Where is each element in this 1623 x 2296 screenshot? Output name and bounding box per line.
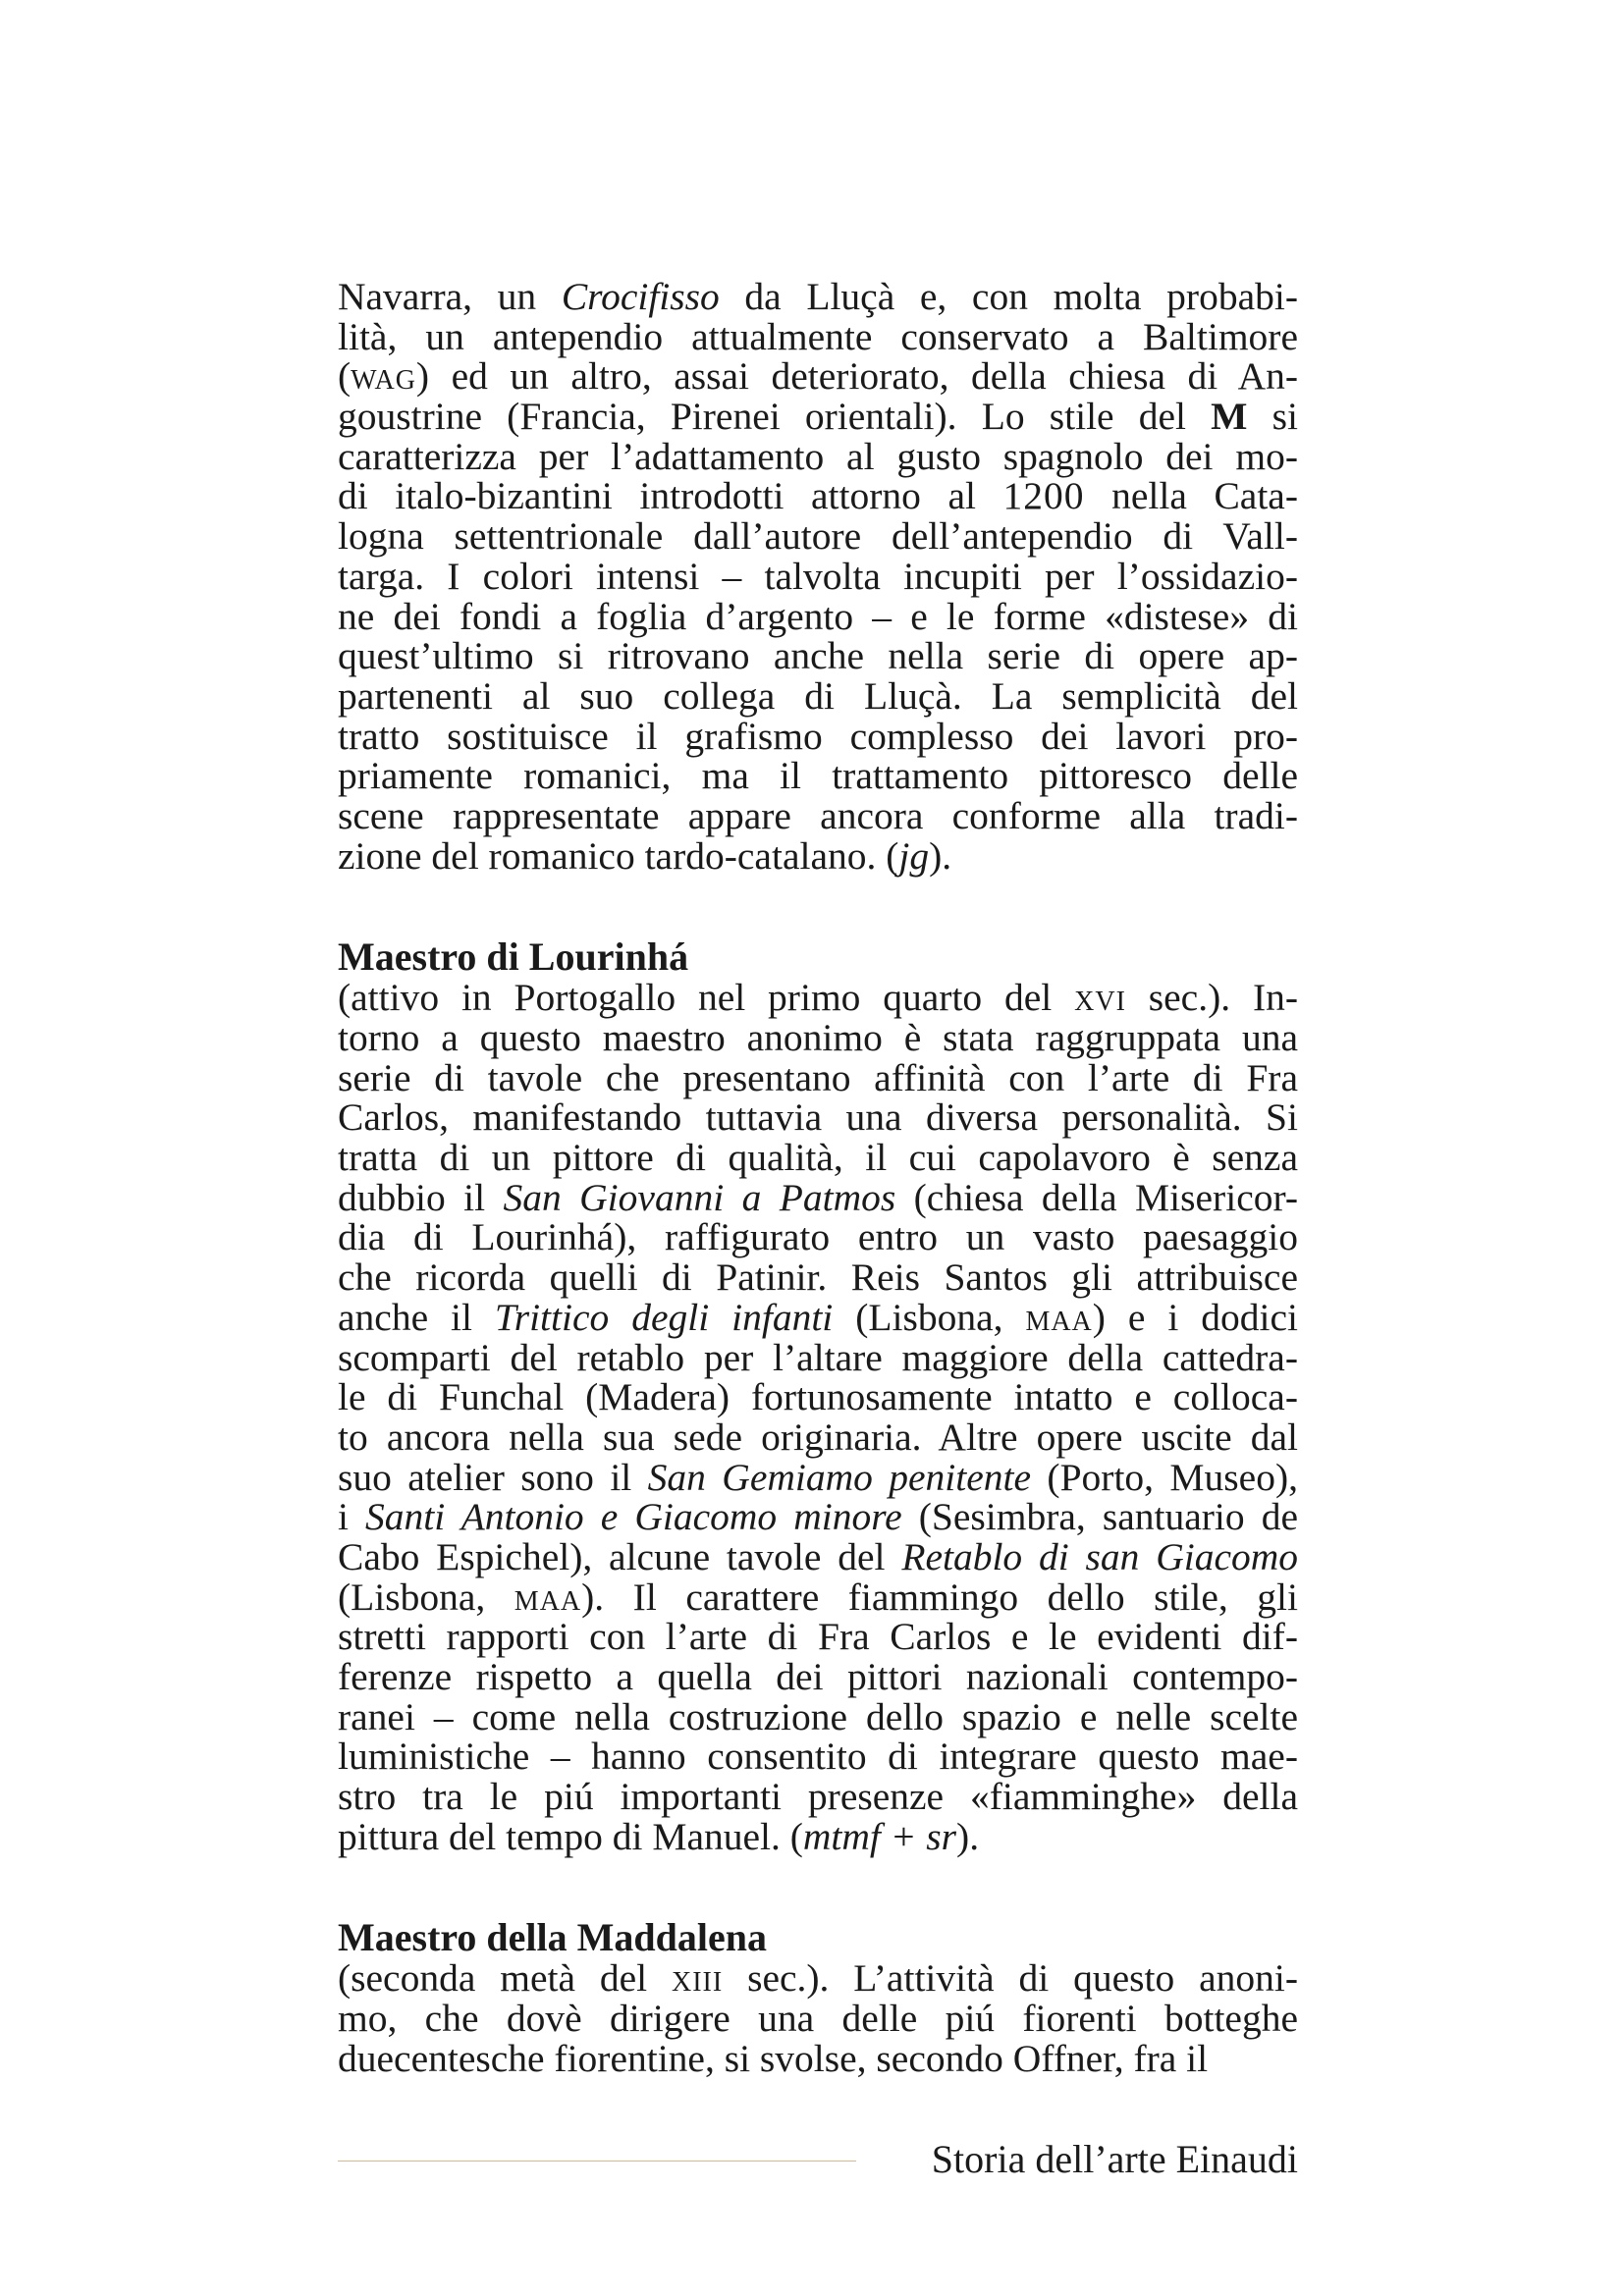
text-run: zione del romanico tardo-catalano. ( (338, 833, 899, 878)
text-run: tratta di un pittore di qualità, il cui capolavoro è senza (338, 1136, 1298, 1180)
text-run: (Lisbona, (833, 1295, 1026, 1339)
text-run: sec.). In- (1125, 976, 1299, 1020)
text-run: ). Il carattere fiammingo dello stile, gli (581, 1575, 1298, 1619)
entry-title: Maestro della Maddalena (338, 1915, 768, 1960)
text-line (338, 673, 1298, 718)
text-run: partenenti al suo collega di Lluçà. La semplicità del (338, 673, 1298, 718)
text-line (338, 1055, 1298, 1099)
text-run: xvi (1074, 976, 1126, 1020)
text-line (338, 1617, 1298, 1657)
text-line (338, 1657, 1298, 1697)
text-run: lità, un antependio attualmente conservato a Baltimore (338, 314, 1298, 358)
text-run: mtmf + sr (802, 1814, 957, 1858)
text-run: Crocifisso (561, 275, 720, 318)
text-line (338, 1295, 1298, 1339)
text-run: stretti rapporti con l’arte di Fra Carlos e le evidenti dif- (338, 1615, 1298, 1659)
text-run: scomparti del retablo per l’altare maggiore della cattedra- (338, 1335, 1298, 1379)
text-run: quest’ultimo si ritrovano anche nella serie di opere ap- (338, 634, 1298, 678)
text-run: Navarra, un (338, 275, 562, 318)
text-run: xiii (672, 1956, 724, 2001)
text-run: sec.). L’attività di questo anoni- (723, 1956, 1298, 2001)
text-run: dubbio il (338, 1175, 504, 1219)
text-line (338, 1694, 1298, 1738)
page-body (338, 277, 1298, 2079)
text-run: to ancora nella sua sede originaria. Altre opere uscite dal (338, 1415, 1298, 1459)
text-line (338, 978, 1298, 1018)
text-run: 1200 (1002, 474, 1085, 518)
text-line (338, 1417, 1298, 1458)
text-run: serie di tavole che presentano affinità con l’arte di Fra (338, 1055, 1298, 1099)
text-line (338, 1377, 1298, 1417)
text-line (338, 277, 1298, 317)
text-line (338, 1217, 1298, 1257)
text-run: Retablo di san Giacomo (901, 1534, 1299, 1578)
footer-title: Storia dell’arte Einaudi (931, 2137, 1298, 2181)
text-run: ). (929, 833, 952, 878)
text-line (338, 516, 1298, 557)
text-run: scene rappresentate appare ancora conforme alla tradi- (338, 793, 1298, 837)
text-run: mo, che dovè dirigere una delle piú fiorenti botteghe (338, 1997, 1298, 2041)
entry-body (338, 978, 1298, 1856)
text-line (338, 314, 1298, 358)
text-run: maa (514, 1575, 582, 1619)
text-run: (Porto, Museo), (1031, 1455, 1298, 1499)
text-run: Carlos, manifestando tuttavia una diversa personalità. Si (338, 1095, 1298, 1140)
footer-rule (338, 2161, 856, 2162)
text-line (338, 1497, 1298, 1537)
text-line (338, 397, 1298, 437)
text-run: wag (351, 354, 416, 399)
text-run: suo atelier sono il (338, 1455, 648, 1499)
text-line (338, 1455, 1298, 1499)
text-run: anche il (338, 1295, 495, 1339)
text-run: ranei – come nella costruzione dello spazio e nelle scelte (338, 1694, 1298, 1738)
text-line (338, 476, 1298, 516)
text-run: (chiesa della Misericor- (895, 1175, 1298, 1219)
text-run: targa. I colori intensi – talvolta incupiti per l’ossidazio- (338, 554, 1298, 598)
text-line (338, 1534, 1299, 1578)
text-run: dia di Lourinhá), raffigurato entro un vasto paesaggio (338, 1215, 1298, 1259)
text-line (338, 434, 1298, 478)
text-run: tratto sostituisce il grafismo complesso dei lavori pro- (338, 714, 1298, 758)
text-run: logna settentrionale dall’autore dell’antependio di Vall- (338, 514, 1298, 559)
text-run: ferenze rispetto a quella dei pittori nazionali contempo- (338, 1655, 1298, 1698)
text-line (338, 554, 1298, 598)
text-line (338, 793, 1298, 837)
text-run: duecentesche fiorentine, si svolse, secondo Offner, fra il (338, 2036, 1209, 2080)
text-line (338, 1814, 1298, 1858)
text-run: jg (898, 833, 930, 878)
text-line (338, 2036, 1298, 2080)
text-run: (attivo in Portogallo nel primo quarto del (338, 976, 1075, 1020)
text-line (338, 1175, 1298, 1219)
text-run: di italo-bizantini introdotti attorno al (338, 474, 1003, 518)
text-run: Trittico degli infanti (494, 1295, 834, 1339)
text-run: goustrine (Francia, Pirenei orientali). Lo stile del (338, 395, 1212, 439)
text-run: ne dei fondi a foglia d’argento – e le forme «distese» di (338, 594, 1298, 638)
page-footer (338, 2135, 1298, 2184)
text-run: stro tra le piú importanti presenze «fiamminghe» della (338, 1775, 1298, 1819)
text-run: luministiche – hanno consentito di integrare questo mae- (338, 1735, 1298, 1779)
text-run: maa (1025, 1295, 1093, 1339)
text-run: caratterizza per l’adattamento al gusto spagnolo dei mo- (338, 434, 1298, 478)
text-line (338, 833, 1298, 878)
text-run: ). (956, 1814, 980, 1858)
text-run: priamente romanici, ma il trattamento pittoresco delle (338, 754, 1298, 798)
text-run: M (1211, 395, 1248, 439)
text-run: Cabo Espichel), alcune tavole del (338, 1534, 902, 1578)
text-line (338, 356, 1298, 397)
entry-continuation (338, 277, 1298, 876)
text-run: Santi Antonio e Giacomo minore (365, 1495, 902, 1539)
text-run: ) ed un altro, assai deteriorato, della chiesa di An- (415, 354, 1298, 399)
text-line (338, 594, 1298, 638)
entry-title: Maestro di Lourinhá (338, 934, 689, 980)
text-line (338, 1018, 1298, 1058)
text-line (338, 1736, 1298, 1777)
text-run: pittura del tempo di Manuel. ( (338, 1814, 803, 1858)
text-line (338, 1097, 1298, 1138)
text-run: San Giovanni a Patmos (503, 1175, 896, 1219)
text-line (338, 1335, 1298, 1379)
text-line (338, 636, 1298, 676)
text-run: (Sesimbra, santuario de (901, 1495, 1298, 1539)
text-line (338, 1777, 1298, 1817)
text-run: che ricorda quelli di Patinir. Reis Santos gli attribuisce (338, 1255, 1298, 1300)
text-run: San Gemiamo penitente (647, 1455, 1032, 1499)
text-run: nella Cata- (1084, 474, 1298, 518)
text-line (338, 1257, 1298, 1298)
text-line (338, 1958, 1298, 1999)
entry-body (338, 1958, 1298, 2078)
text-run: ) e i dodici (1092, 1295, 1298, 1339)
text-run: (seconda metà del (338, 1956, 672, 2001)
text-line (338, 1577, 1298, 1618)
text-line (338, 1138, 1298, 1178)
text-run: (Lisbona, (338, 1575, 514, 1619)
text-run: le di Funchal (Madera) fortunosamente intatto e colloca- (338, 1375, 1298, 1419)
text-run: ( (338, 354, 352, 399)
text-line (338, 714, 1298, 758)
text-line (338, 1999, 1298, 2039)
text-run: si (1247, 395, 1298, 439)
text-run: da Lluçà e, con molta probabi- (719, 275, 1298, 318)
text-line (338, 756, 1298, 796)
text-run: i (338, 1495, 366, 1539)
text-run: torno a questo maestro anonimo è stata raggruppata una (338, 1016, 1298, 1059)
